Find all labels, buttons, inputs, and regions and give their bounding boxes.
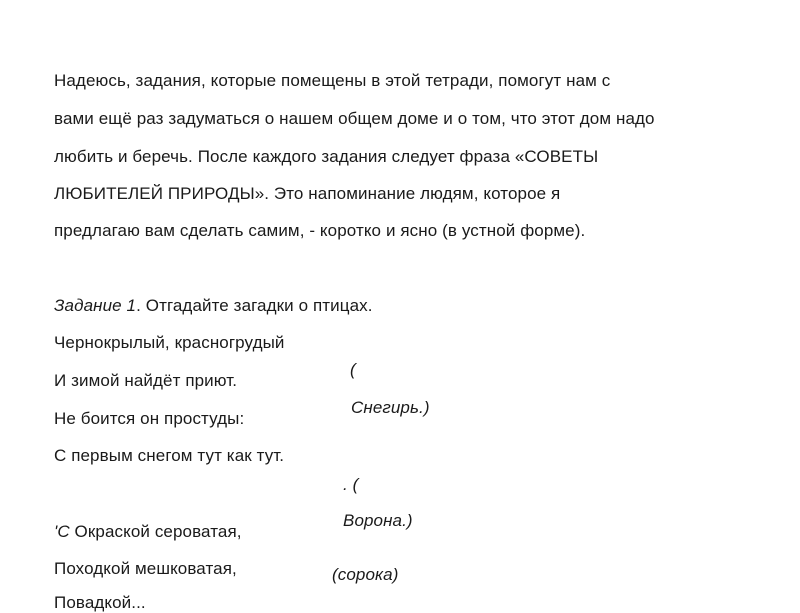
riddle-1-answer-open: ( [350, 360, 356, 379]
intro-line-3: любить и беречь. После каждого задания следует фраза «СОВЕТЫ [54, 147, 599, 166]
riddle-2-answer: Ворона.) [343, 511, 413, 530]
riddle-1-line-3: Не боится он простуды: [54, 409, 245, 428]
intro-line-5: предлагаю вам сделать самим, - коротко и ясно (в устной форме). [54, 221, 586, 240]
riddle-2-line-3: Повадкой... [54, 593, 146, 612]
riddle-2-answer-open: . ( [343, 475, 359, 494]
intro-line-1: Надеюсь, задания, которые помещены в этой тетради, помогут нам с [54, 71, 611, 90]
riddle-1-line-4: С первым снегом тут как тут. [54, 446, 285, 465]
task-1-heading [54, 296, 373, 316]
riddle-2-line-2: Походкой мешковатая, [54, 559, 237, 578]
intro-line-2: вами ещё раз задуматься о нашем общем доме и о том, что этот дом надо [54, 109, 655, 128]
intro-line-4: ЛЮБИТЕЛЕЙ ПРИРОДЫ». Это напоминание людям, которое я [54, 184, 561, 203]
riddle-2-line-1 [54, 522, 242, 542]
riddle-1-answer: Снегирь.) [351, 398, 430, 417]
task-1-label: Задание 1 [54, 296, 137, 315]
riddle-2-line-1-text: Окраской сероватая, [69, 522, 242, 541]
task-1-text: Отгадайте загадки о птицах. [140, 296, 373, 315]
riddle-2-prefix: 'С [54, 522, 70, 541]
riddle-1-line-1: Чернокрылый, красногрудый [54, 333, 285, 352]
riddle-3-answer: (сорока) [332, 565, 399, 584]
riddle-1-line-2: И зимой найдёт приют. [54, 371, 238, 390]
task-1-dot: . [136, 296, 141, 315]
